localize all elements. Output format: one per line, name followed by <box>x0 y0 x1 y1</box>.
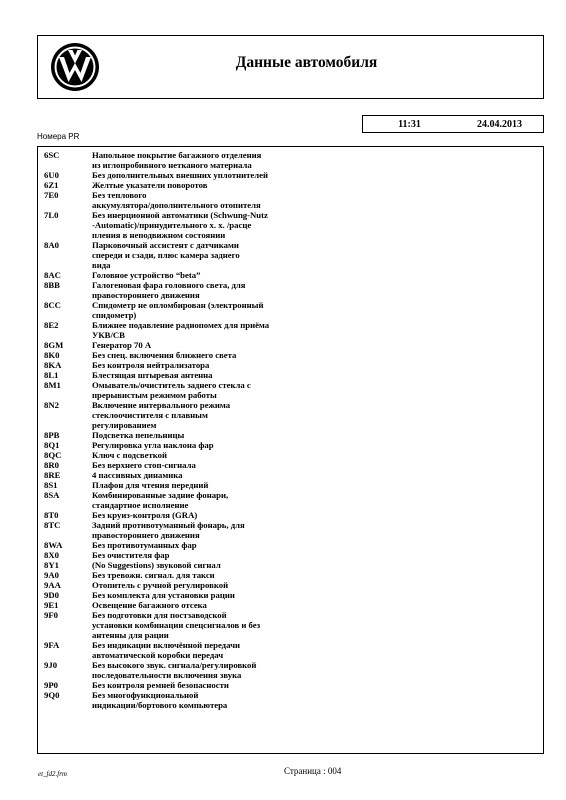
pr-row <box>44 360 537 370</box>
pr-description: Освещение багажного отсека <box>92 600 207 610</box>
pr-code: 8Q1 <box>44 440 60 450</box>
pr-code: 8Y1 <box>44 560 59 570</box>
pr-code: 8BB <box>44 280 60 290</box>
pr-row <box>44 370 537 380</box>
pr-description: Без инерционной автоматики (Schwung-Nutz -Automatic)/принудительного х. х. /расце пления в неподвижном состоянии <box>92 210 268 240</box>
pr-row <box>44 170 537 180</box>
pr-row <box>44 590 537 600</box>
pr-code: 7E0 <box>44 190 59 200</box>
pr-row <box>44 300 537 320</box>
pr-code: 8L1 <box>44 370 59 380</box>
pr-description: Включение интервального режима стеклоочистителя с плавным регулированием <box>92 400 231 430</box>
pr-description: Регулировка угла наклона фар <box>92 440 214 450</box>
pr-code: 8K0 <box>44 350 60 360</box>
pr-row <box>44 440 537 450</box>
pr-code: 6SC <box>44 150 60 160</box>
pr-row <box>44 350 537 360</box>
report-time: 11:31 <box>398 119 421 130</box>
pr-description: Без спец. включения ближнего света <box>92 350 237 360</box>
pr-description: Ближнее подавление радиопомех для приёма УКВ/СВ <box>92 320 270 340</box>
pr-description: Ключ с подсветкой <box>92 450 167 460</box>
pr-description: Без очистителя фар <box>92 550 170 560</box>
pr-row <box>44 210 537 240</box>
pr-description: Без верхнего стоп-сигнала <box>92 460 196 470</box>
pr-row <box>44 340 537 350</box>
footer-page-number: Страница : 004 <box>284 766 342 776</box>
pr-description: Спидометр не опломбирован (электронный спидометр) <box>92 300 264 320</box>
pr-code: 9J0 <box>44 660 58 670</box>
pr-row <box>44 460 537 470</box>
pr-row <box>44 580 537 590</box>
pr-row <box>44 180 537 190</box>
pr-code: 8KA <box>44 360 62 370</box>
pr-code: 8PB <box>44 430 60 440</box>
timestamp-box <box>362 115 544 133</box>
pr-code: 9E1 <box>44 600 59 610</box>
pr-description: Галогеновая фара головного света, для правостороннего движения <box>92 280 246 300</box>
pr-code: 8E2 <box>44 320 59 330</box>
pr-row <box>44 240 537 270</box>
pr-description: Напольное покрытие багажного отделения из иглопробивного нетканого материала <box>92 150 262 170</box>
pr-row <box>44 450 537 460</box>
pr-row <box>44 550 537 560</box>
pr-description: Без комплекта для установки рации <box>92 590 235 600</box>
pr-description: Без тревожн. сигнал. для такси <box>92 570 215 580</box>
pr-row <box>44 600 537 610</box>
pr-description: Без теплового аккумулятора/дополнительного отопителя <box>92 190 261 210</box>
pr-description: Без подготовки для постзаводской установки комбинации спецсигналов и без антенны для рации <box>92 610 261 640</box>
pr-description: Парковочный ассистент с датчиками спереди и сзади, плюс камера заднего вида <box>92 240 240 270</box>
pr-row <box>44 400 537 430</box>
report-date: 24.04.2013 <box>477 119 522 130</box>
pr-description: (No Suggestions) звуковой сигнал <box>92 560 221 570</box>
pr-code: 8GM <box>44 340 64 350</box>
pr-code: 9AA <box>44 580 61 590</box>
footer-filename: et_fd2.frm <box>38 770 67 778</box>
pr-description: 4 пассивных динамика <box>92 470 183 480</box>
pr-row <box>44 560 537 570</box>
pr-row <box>44 470 537 480</box>
pr-row <box>44 690 537 710</box>
pr-row <box>44 480 537 490</box>
pr-code: 8A0 <box>44 240 59 250</box>
pr-description: Комбинированные задние фонари, стандартное исполнение <box>92 490 229 510</box>
pr-row <box>44 280 537 300</box>
pr-code: 9A0 <box>44 570 59 580</box>
pr-row <box>44 680 537 690</box>
pr-description: Без контроля нейтрализатора <box>92 360 210 370</box>
pr-description: Омыватель/очиститель заднего стекла с прерывистым режимом работы <box>92 380 251 400</box>
pr-code: 6U0 <box>44 170 59 180</box>
pr-description: Без контроля ремней безопасности <box>92 680 229 690</box>
pr-numbers-label: Номера PR <box>37 132 80 141</box>
pr-description: Задний противотуманный фонарь, для правостороннего движения <box>92 520 245 540</box>
pr-row <box>44 430 537 440</box>
pr-code: 9FA <box>44 640 60 650</box>
pr-code: 8RE <box>44 470 61 480</box>
pr-code: 6Z1 <box>44 180 59 190</box>
pr-description: Без дополнительных внешних уплотнителей <box>92 170 269 180</box>
pr-code: 8S1 <box>44 480 58 490</box>
pr-code: 8CC <box>44 300 61 310</box>
pr-row <box>44 150 537 170</box>
pr-row <box>44 570 537 580</box>
pr-code: 8N2 <box>44 400 59 410</box>
pr-description: Отопитель с ручной регулировкой <box>92 580 229 590</box>
pr-code: 9D0 <box>44 590 59 600</box>
pr-row <box>44 380 537 400</box>
pr-row <box>44 520 537 540</box>
page-title: Данные автомобиля <box>235 54 378 71</box>
header-box <box>37 35 544 99</box>
pr-code: 9Q0 <box>44 690 60 700</box>
pr-list <box>44 150 537 710</box>
pr-code: 8X0 <box>44 550 59 560</box>
pr-description: Без круиз-контроля (GRA) <box>92 510 198 520</box>
pr-code: 8AC <box>44 270 61 280</box>
pr-description: Без высокого звук. сигнала/регулировкой последовательности включения звука <box>92 660 257 680</box>
pr-code: 9F0 <box>44 610 58 620</box>
pr-description: Желтые указатели поворотов <box>92 180 208 190</box>
pr-row <box>44 270 537 280</box>
pr-code: 8QC <box>44 450 62 460</box>
pr-code: 8T0 <box>44 510 59 520</box>
pr-code: 8M1 <box>44 380 61 390</box>
pr-code: 8WA <box>44 540 63 550</box>
pr-row <box>44 490 537 510</box>
pr-code: 9P0 <box>44 680 58 690</box>
pr-table <box>37 146 544 754</box>
pr-row <box>44 190 537 210</box>
pr-description: Плафон для чтения передний <box>92 480 209 490</box>
pr-code: 8SA <box>44 490 60 500</box>
pr-description: Подсветка пепельницы <box>92 430 185 440</box>
pr-description: Без индикации включённой передачи автоматической коробки передач <box>92 640 240 660</box>
pr-row <box>44 610 537 640</box>
pr-row <box>44 320 537 340</box>
pr-row <box>44 510 537 520</box>
pr-row <box>44 640 537 660</box>
pr-row <box>44 540 537 550</box>
pr-description: Генератор 70 А <box>92 340 152 350</box>
pr-description: Блестящая штыревая антенна <box>92 370 213 380</box>
pr-description: Без многофункциональной индикации/бортового компьютера <box>92 690 228 710</box>
pr-row <box>44 660 537 680</box>
pr-code: 7L0 <box>44 210 59 220</box>
pr-code: 8R0 <box>44 460 59 470</box>
pr-description: Головное устройство “beta” <box>92 270 201 280</box>
pr-code: 8TC <box>44 520 61 530</box>
pr-description: Без противотуманных фар <box>92 540 197 550</box>
